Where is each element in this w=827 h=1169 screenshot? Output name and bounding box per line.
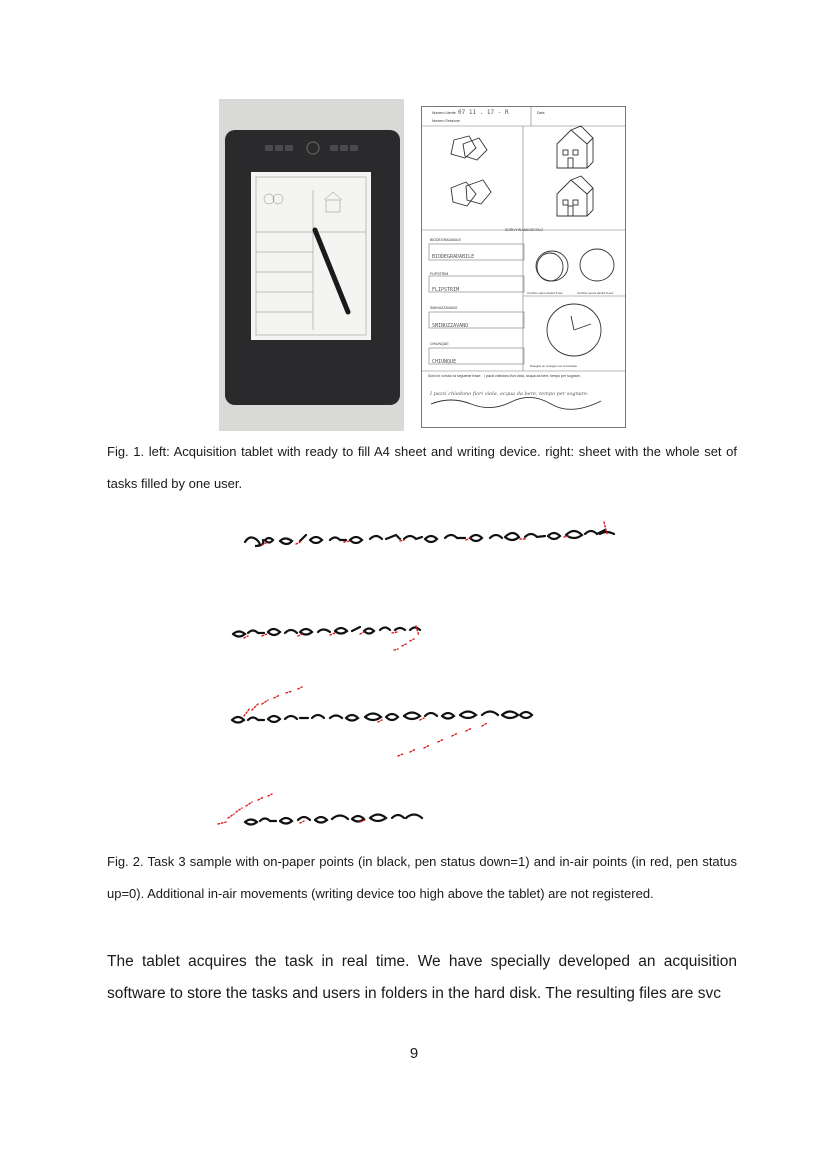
stroke-word3-red: [244, 687, 487, 756]
handwritten-word-2: FLIPSTRIM: [432, 287, 460, 293]
stroke-word3-black: [232, 712, 532, 723]
caps-section-label: SCRIVI IN MAIUSCOLO: [505, 228, 544, 232]
word-label-4: CHIUNQUE: [430, 342, 449, 346]
handwritten-word-1: BIODEGRADABILE: [432, 254, 475, 260]
handwritten-word-3: SMINUZZAVANO: [432, 323, 469, 329]
clock-task-label: Disegna un orologio con le lancette: [530, 364, 577, 368]
circle-right-label: Cerchio senza destra 5 sec: [577, 291, 614, 295]
user-number-value: 07 11 . 17 - R: [458, 109, 509, 116]
date-label: Data: [537, 111, 545, 115]
figure1-caption: Fig. 1. left: Acquisition tablet with ready to fill A4 sheet and writing device. right: sheet with the whole set of tasks filled by one user.: [107, 444, 737, 491]
sentence-prompt-label: Scrivi in corsivo la seguente frase:: [428, 374, 482, 378]
stroke-word4-black: [245, 815, 422, 825]
session-number-label: Numero Sessione: [432, 119, 460, 123]
user-number-label: Numero Utente: [432, 111, 456, 115]
word-label-1: BIODEGRADABILE: [430, 238, 461, 242]
stroke-word2-black: [233, 627, 420, 637]
figure2-caption: Fig. 2. Task 3 sample with on-paper points (in black, pen status down=1) and in-air points (in red, pen status up=0). Additional in-air movements (writing device too high above the tablet) are not registered.: [107, 854, 737, 901]
sentence-prompt-text: I pazzi chiedono fiori viola, acqua da bere, tempo per sognare.: [484, 374, 581, 378]
word-label-3: SMINUZZAVANO: [430, 306, 458, 310]
word-label-2: FLIPSTRIM: [430, 272, 449, 276]
page-number: 9: [409, 1045, 419, 1062]
handwritten-word-4: CHIUNQUE: [432, 359, 457, 365]
stroke-word1-black: [245, 530, 614, 546]
body-paragraph: The tablet acquires the task in real time. We have specially developed an acquisition software to store the tasks and users in folders in the hard disk. The resulting files are svc: [107, 953, 737, 1002]
circle-left-label: Cerchio mano destra 5 sec: [527, 291, 563, 295]
handwritten-sentence: I pazzi chiedono fiori viola, acqua da bere, tempo per sognare.: [430, 391, 589, 397]
